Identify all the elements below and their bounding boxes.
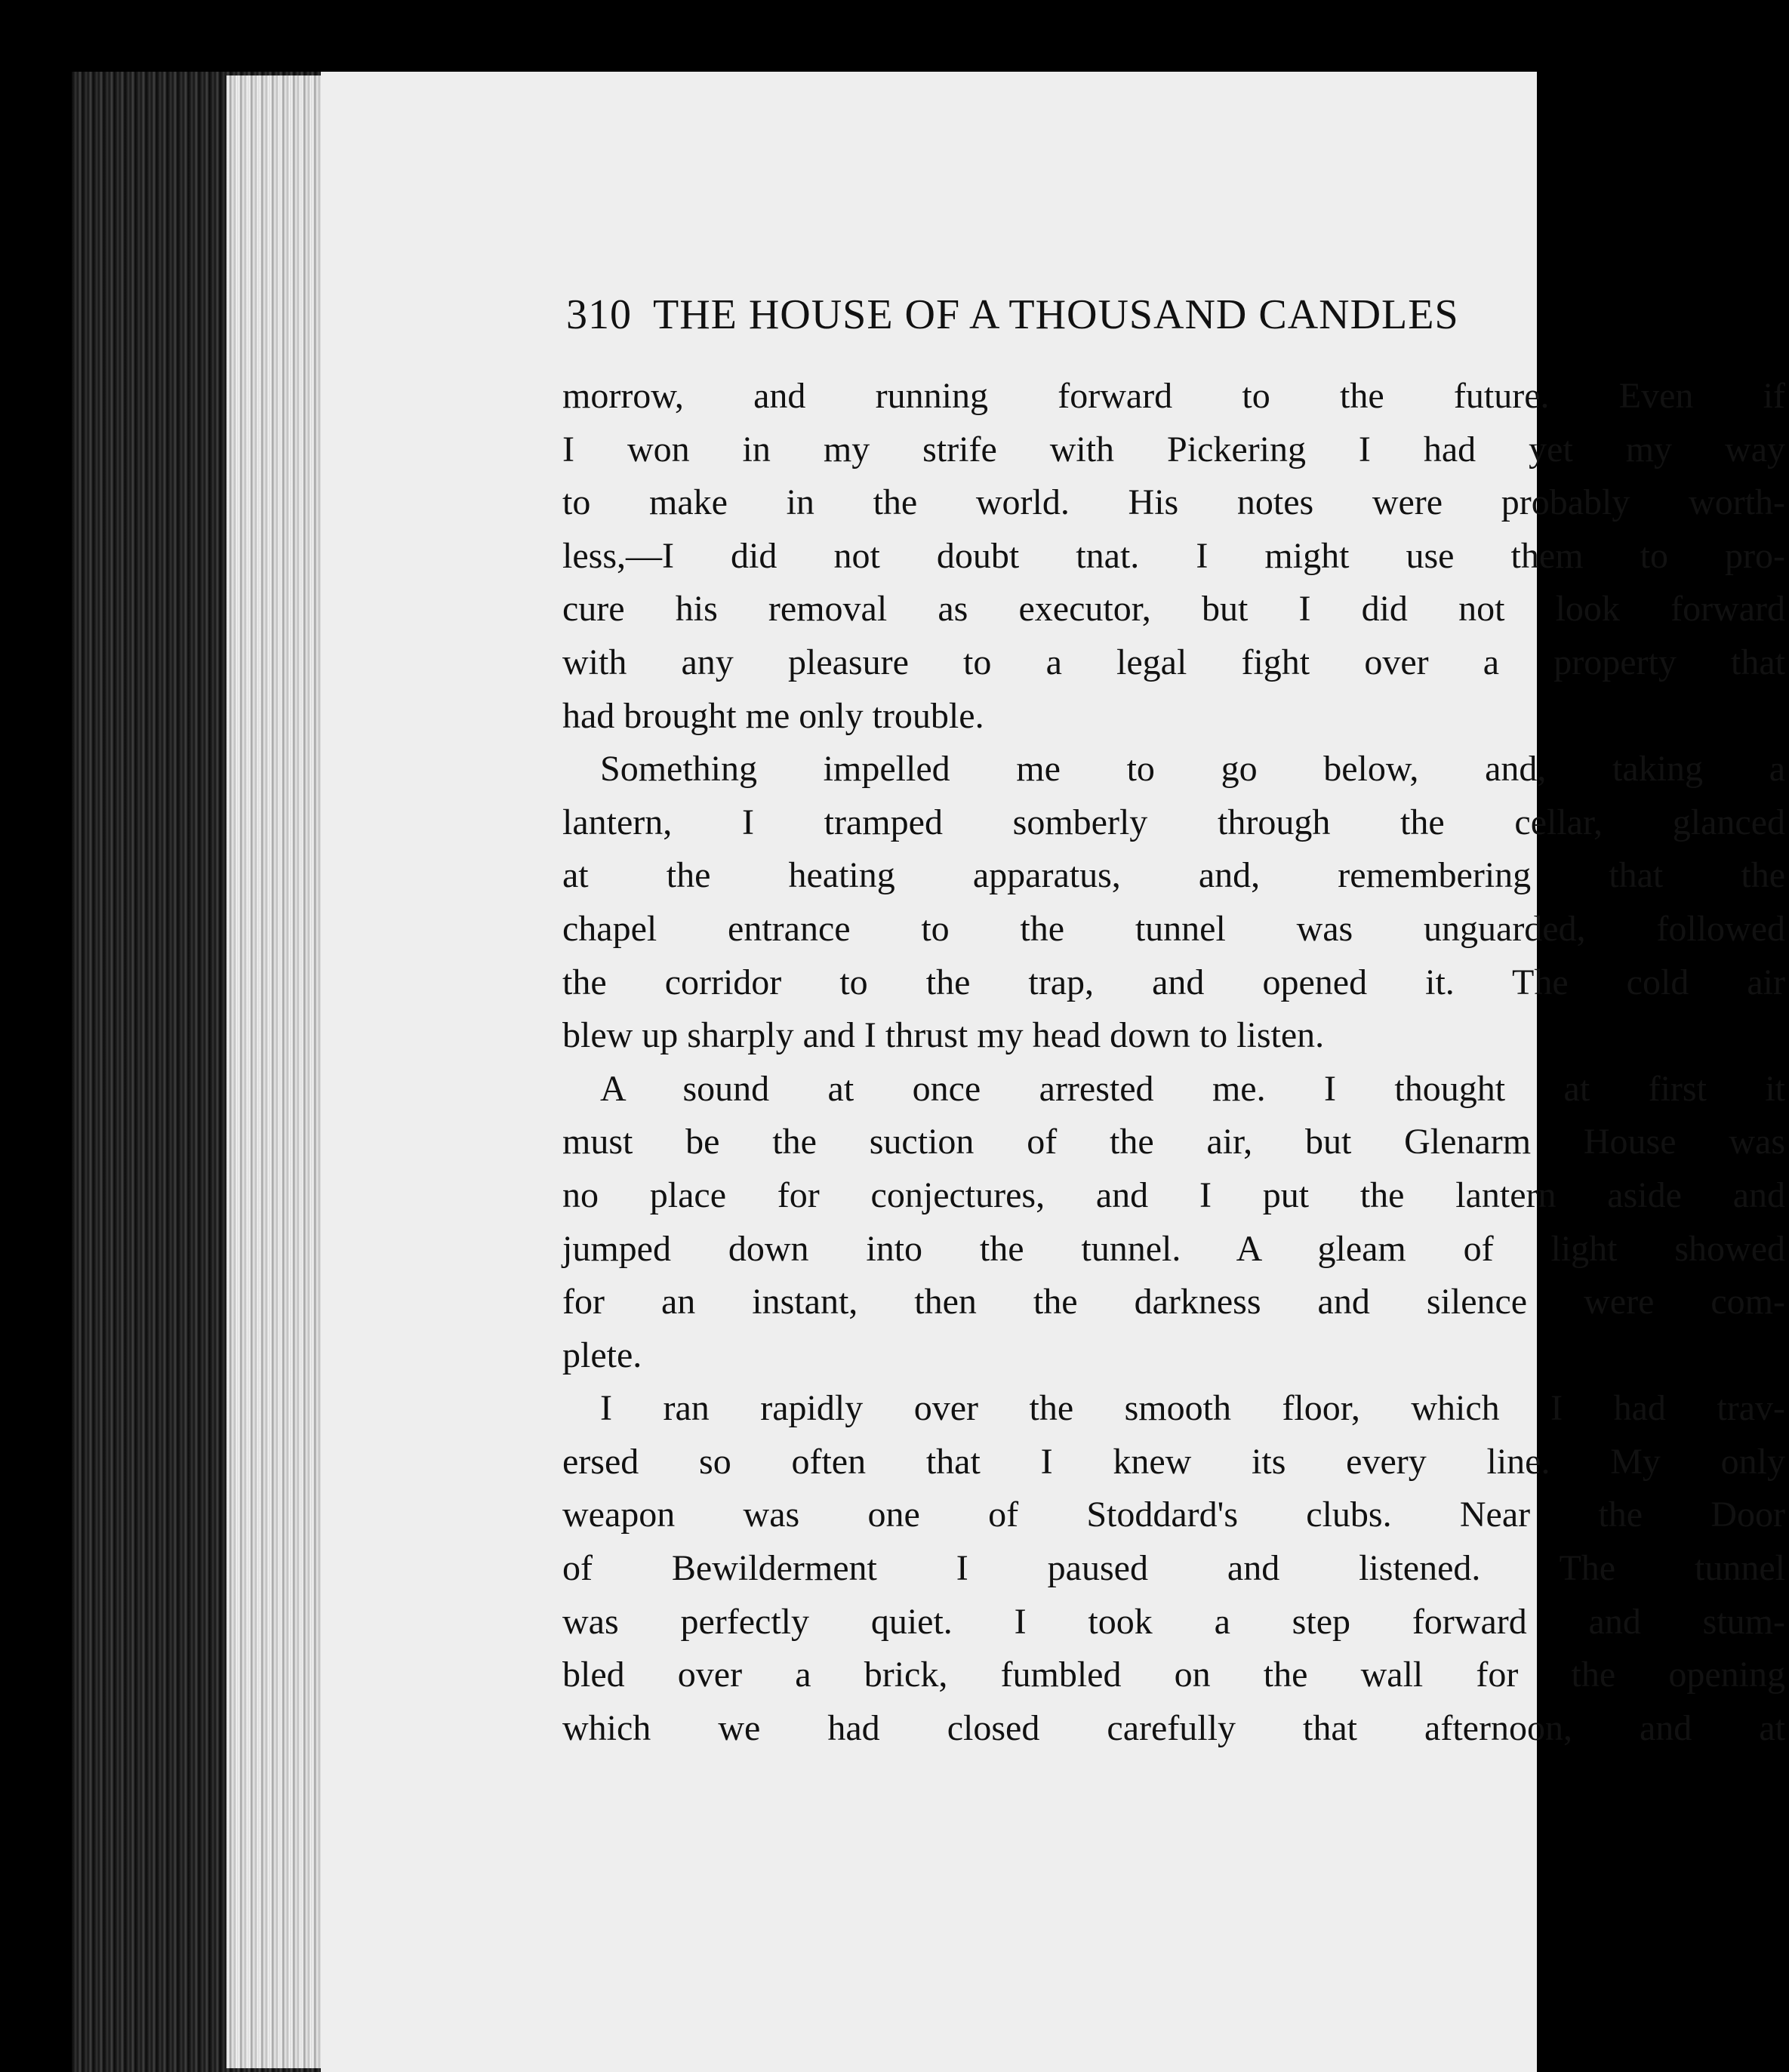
text-line: at the heating apparatus, and, remembering that the bbox=[562, 855, 1785, 896]
text-line: to make in the world. His notes were probably worth- bbox=[562, 482, 1785, 523]
text-line: no place for conjectures, and I put the lantern aside and bbox=[562, 1175, 1785, 1215]
text-line: I won in my strife with Pickering I had yet my way bbox=[562, 429, 1785, 470]
text-line: A sound at once arrested me. I thought at first it bbox=[600, 1068, 1785, 1109]
text-line: Something impelled me to go below, and, taking a bbox=[600, 749, 1785, 790]
paragraph bbox=[562, 370, 1785, 743]
text-line: I ran rapidly over the smooth floor, which I had trav- bbox=[600, 1388, 1785, 1429]
text-line: morrow, and running forward to the future. Even if bbox=[562, 376, 1785, 416]
text-line: plete. bbox=[562, 1335, 642, 1375]
text-line: must be the suction of the air, but Glenarm House was bbox=[562, 1122, 1785, 1162]
body-text bbox=[562, 370, 1785, 1755]
text-line: with any pleasure to a legal fight over a property that bbox=[562, 642, 1785, 682]
text-line: cure his removal as executor, but I did not look forward bbox=[562, 589, 1785, 630]
paragraph bbox=[562, 1382, 1785, 1755]
book-page bbox=[321, 72, 1785, 2072]
text-line: lantern, I tramped somberly through the cellar, glanced bbox=[562, 802, 1785, 842]
paragraph bbox=[562, 1063, 1785, 1383]
running-title: THE HOUSE OF A THOUSAND CANDLES bbox=[653, 291, 1459, 338]
text-line: the corridor to the trap, and opened it. The cold air bbox=[562, 962, 1785, 1002]
text-line: jumped down into the tunnel. A gleam of light showed bbox=[562, 1228, 1785, 1269]
text-line: weapon was one of Stoddard's clubs. Near the Door bbox=[562, 1495, 1785, 1535]
running-head bbox=[566, 291, 1789, 339]
text-line: ersed so often that I knew its every line. My only bbox=[562, 1441, 1785, 1482]
page-stack-edges bbox=[226, 75, 332, 2068]
text-line: for an instant, then the darkness and silence were com- bbox=[562, 1282, 1785, 1322]
paragraph bbox=[562, 743, 1785, 1063]
text-line: chapel entrance to the tunnel was unguarded, followed bbox=[562, 908, 1785, 949]
page-number: 310 bbox=[566, 291, 632, 338]
text-line: of Bewilderment I paused and listened. The tunnel bbox=[562, 1548, 1785, 1589]
text-line: which we had closed carefully that afternoon, and at bbox=[562, 1707, 1785, 1748]
text-line: bled over a brick, fumbled on the wall for the opening bbox=[562, 1655, 1785, 1695]
text-line: blew up sharply and I thrust my head down to listen. bbox=[562, 1015, 1325, 1056]
text-line: was perfectly quiet. I took a step forward and stum- bbox=[562, 1601, 1785, 1642]
text-line: had brought me only trouble. bbox=[562, 695, 984, 736]
text-line: less,—I did not doubt tnat. I might use them to pro- bbox=[562, 535, 1785, 576]
